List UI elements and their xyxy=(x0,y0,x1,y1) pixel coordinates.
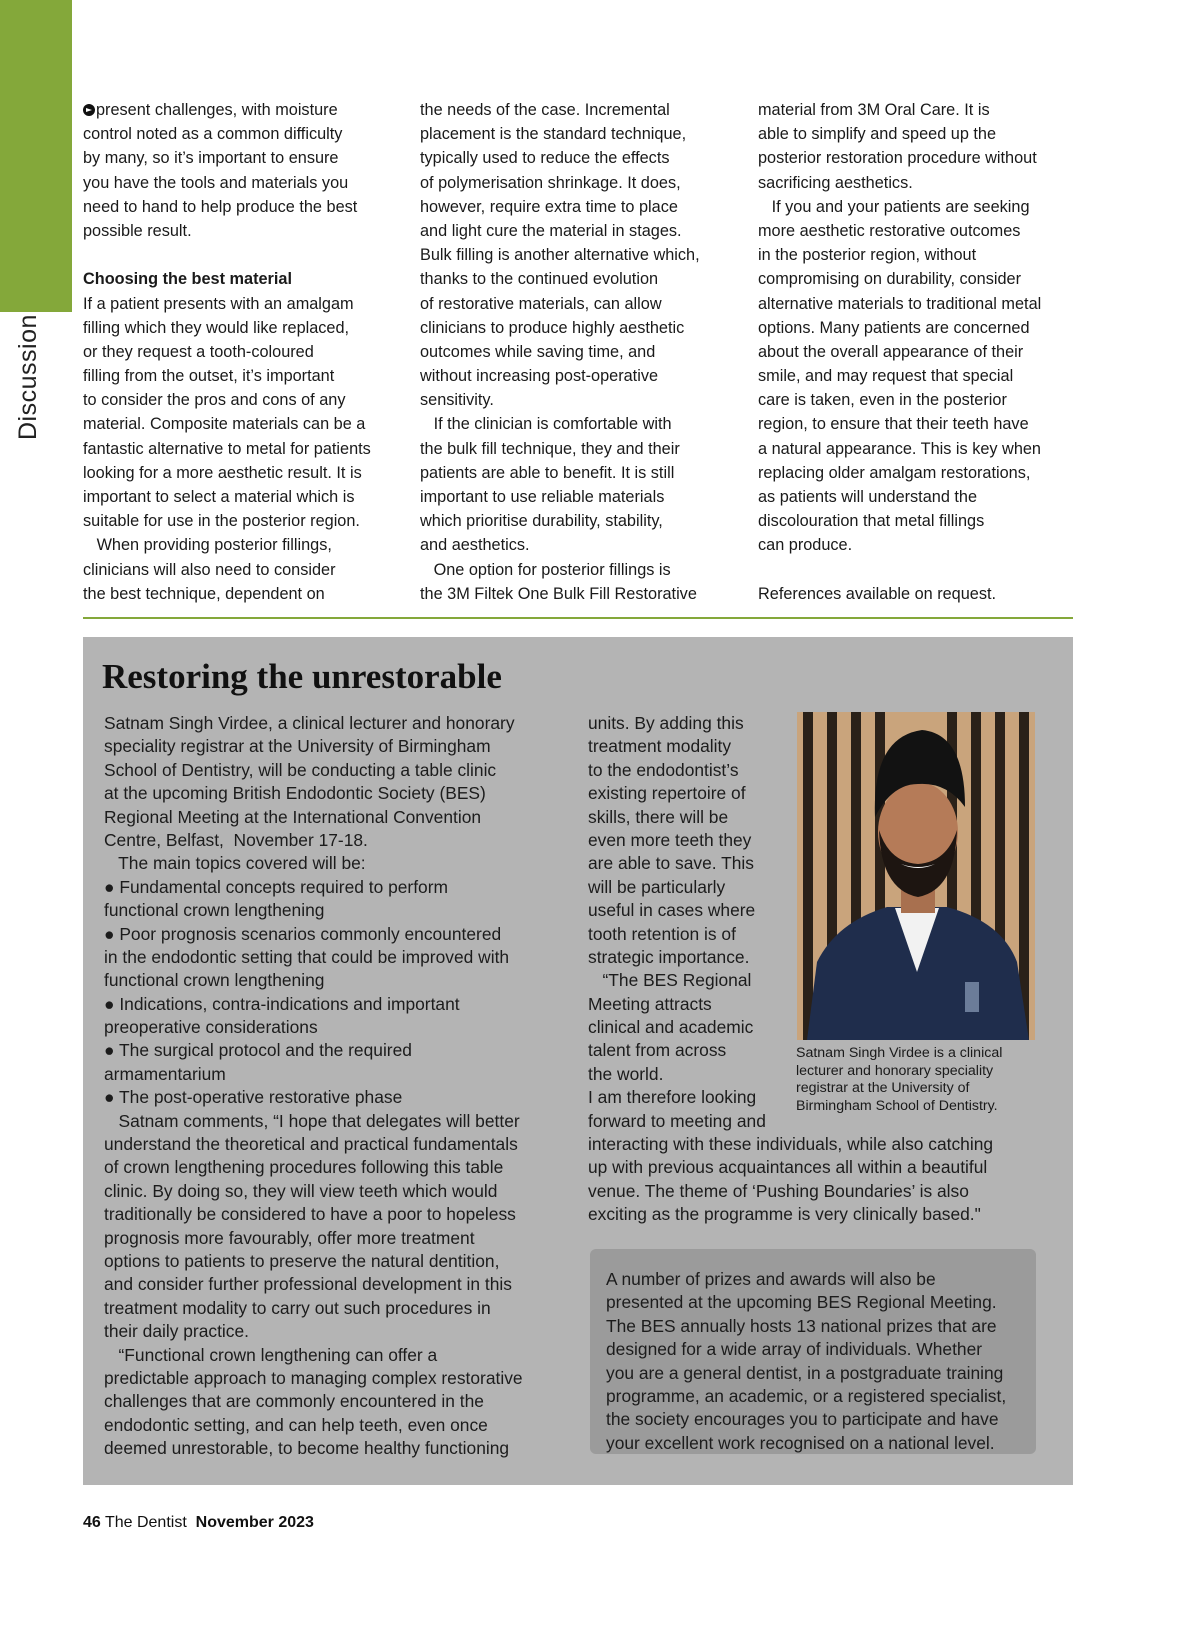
text-line: venue. The theme of ‘Pushing Boundaries’ is also xyxy=(588,1180,969,1201)
text-line: replacing older amalgam restorations, xyxy=(758,463,1031,482)
text-line: armamentarium xyxy=(104,1063,226,1084)
text-line: Satnam Singh Virdee, a clinical lecturer and honorary xyxy=(104,713,515,733)
text-line: challenges that are commonly encountered in the xyxy=(104,1391,484,1412)
text-line: endodontic setting, and can help teeth, even once xyxy=(104,1414,488,1435)
text-line: care is taken, even in the posterior xyxy=(758,391,1007,410)
text-line: at the upcoming British Endodontic Society (BES) xyxy=(104,783,486,804)
text-line: need to hand to help produce the best xyxy=(83,197,358,216)
text-line: and aesthetics. xyxy=(420,536,530,555)
text-line: Centre, Belfast, November 17-18. xyxy=(104,829,368,850)
text-line: will be particularly xyxy=(588,876,726,897)
text-line: If you and your patients are seeking xyxy=(758,197,1030,216)
text-line: forward to meeting and xyxy=(588,1110,766,1131)
text-line: or they request a tooth-coloured xyxy=(83,342,314,361)
text-line: preoperative considerations xyxy=(104,1017,318,1038)
text-line: clinic. By doing so, they will view teeth which would xyxy=(104,1180,498,1201)
divider-rule xyxy=(83,617,1073,619)
text-line xyxy=(83,98,371,122)
text-line: fantastic alternative to metal for patients xyxy=(83,439,371,458)
continuation-arrow-icon xyxy=(83,104,95,116)
article-column-3 xyxy=(758,98,1041,606)
article-column-2 xyxy=(420,98,700,606)
text-line: The main topics covered will be: xyxy=(104,853,366,874)
sidebar-title: Restoring the unrestorable xyxy=(102,657,502,696)
text-line: without increasing post-operative xyxy=(420,367,659,386)
text-line: placement is the standard technique, xyxy=(420,125,687,144)
text-line: can produce. xyxy=(758,536,853,555)
text-line: important to use reliable materials xyxy=(420,488,665,506)
text-line: you are a general dentist, in a postgraduate training xyxy=(606,1362,1004,1383)
text-line: possible result. xyxy=(83,221,192,240)
publication-name: The Dentist xyxy=(104,1514,187,1531)
text-line: and light cure the material in stages. xyxy=(420,221,682,240)
text-line: however, require extra time to place xyxy=(420,197,678,216)
portrait-photo xyxy=(797,712,1035,1040)
text-line: patients are able to benefit. It is still xyxy=(420,463,675,482)
text-line: understand the theoretical and practical fundamentals xyxy=(104,1134,518,1155)
text-line: a natural appearance. This is key when xyxy=(758,439,1041,458)
page-number: 46 xyxy=(83,1514,101,1531)
text-line: and consider further professional development in this xyxy=(104,1274,512,1295)
text-line: If a patient presents with an amalgam xyxy=(83,294,354,313)
text-line: The BES annually hosts 13 national prizes that are xyxy=(606,1315,997,1336)
text-span: present challenges, with moisture xyxy=(96,101,338,119)
text-line: region, to ensure that their teeth have xyxy=(758,415,1029,434)
text-line: thanks to the continued evolution xyxy=(420,270,659,289)
text-line: A number of prizes and awards will also be xyxy=(606,1269,936,1289)
text-line: presented at the upcoming BES Regional Meeting. xyxy=(606,1292,997,1313)
photo-caption: Satnam Singh Virdee is a clinical lecturer and honorary speciality registrar at the University of Birmingham School of Dentistry. xyxy=(796,1045,1003,1114)
text-line: more aesthetic restorative outcomes xyxy=(758,221,1021,240)
text-line: One option for posterior fillings is xyxy=(420,560,671,579)
text-line: the bulk fill technique, they and their xyxy=(420,439,680,458)
text-line: strategic importance. xyxy=(588,946,750,967)
text-line: units. By adding this xyxy=(588,713,744,733)
text-line: ● Indications, contra-indications and important xyxy=(104,993,460,1014)
text-line: References available on request. xyxy=(758,584,997,603)
text-line: even more teeth they xyxy=(588,829,752,850)
page-footer xyxy=(83,1514,314,1532)
text-line: up with previous acquaintances all within a beautiful xyxy=(588,1157,988,1178)
text-line: predictable approach to managing complex restorative xyxy=(104,1367,523,1388)
sidebar-left-column xyxy=(104,712,523,1461)
text-line: speciality registrar at the University of Birmingham xyxy=(104,736,491,757)
text-line: ● Poor prognosis scenarios commonly encountered xyxy=(104,923,502,944)
text-line: to consider the pros and cons of any xyxy=(83,391,346,410)
text-line: in the posterior region, without xyxy=(758,246,977,265)
text-line: the 3M Filtek One Bulk Fill Restorative xyxy=(420,584,697,603)
article-column-1 xyxy=(83,98,371,606)
text-line: prognosis more favourably, offer more treatment xyxy=(104,1227,475,1248)
text-line: compromising on durability, consider xyxy=(758,270,1022,289)
text-line: about the overall appearance of their xyxy=(758,342,1024,361)
text-line: ● The post-operative restorative phase xyxy=(104,1087,403,1108)
text-line: deemed unrestorable, to become healthy functioning xyxy=(104,1438,510,1459)
text-line: of crown lengthening procedures following this table xyxy=(104,1157,504,1178)
text-line: able to simplify and speed up the xyxy=(758,125,997,144)
prizes-callout-text xyxy=(606,1268,1006,1455)
text-line: useful in cases where xyxy=(588,900,756,921)
text-line: Regional Meeting at the International Convention xyxy=(104,806,482,827)
text-line: as patients will understand the xyxy=(758,488,978,506)
text-line: “Functional crown lengthening can offer a xyxy=(104,1344,438,1365)
text-line: of polymerisation shrinkage. It does, xyxy=(420,173,681,192)
text-line: in the endodontic setting that could be improved with xyxy=(104,946,510,967)
text-line xyxy=(758,558,1041,582)
text-line: which prioritise durability, stability, xyxy=(420,512,663,531)
text-line: designed for a wide array of individuals. Whether xyxy=(606,1339,983,1360)
text-line: When providing posterior fillings, xyxy=(83,536,332,555)
text-line: existing repertoire of xyxy=(588,783,746,804)
text-line: options. Many patients are concerned xyxy=(758,318,1030,337)
text-line: to the endodontist’s xyxy=(588,759,739,780)
text-line: material. Composite materials can be a xyxy=(83,415,366,434)
text-line: alternative materials to traditional metal xyxy=(758,294,1042,313)
text-line: skills, there will be xyxy=(588,806,729,827)
text-line: looking for a more aesthetic result. It is xyxy=(83,463,362,482)
text-line: important to select a material which is xyxy=(83,488,355,506)
text-line: functional crown lengthening xyxy=(104,900,325,921)
text-line: I am therefore looking xyxy=(588,1087,757,1108)
text-line: exciting as the programme is very clinically based." xyxy=(588,1204,981,1225)
text-line: your excellent work recognised on a national level. xyxy=(606,1432,995,1453)
text-line: clinicians to produce highly aesthetic xyxy=(420,318,685,337)
text-line: by many, so it’s important to ensure xyxy=(83,149,339,168)
text-line: the needs of the case. Incremental xyxy=(420,101,670,119)
text-line: options to patients to preserve the natural dentition, xyxy=(104,1250,500,1271)
text-line: School of Dentistry, will be conducting a table clinic xyxy=(104,759,497,780)
text-line: treatment modality to carry out such procedures in xyxy=(104,1297,491,1318)
text-line: ● The surgical protocol and the required xyxy=(104,1040,412,1061)
text-line: functional crown lengthening xyxy=(104,970,325,991)
text-line: If the clinician is comfortable with xyxy=(420,415,672,434)
text-line: outcomes while saving time, and xyxy=(420,342,656,361)
sidebar-box xyxy=(83,637,1073,1485)
issue-date: November 2023 xyxy=(195,1514,314,1531)
text-line: typically used to reduce the effects xyxy=(420,149,670,168)
text-line: discolouration that metal fillings xyxy=(758,512,985,531)
section-heading: Choosing the best material xyxy=(83,270,292,289)
text-line xyxy=(83,243,371,267)
text-line: the world. xyxy=(588,1063,664,1084)
text-line: Bulk filling is another alternative which, xyxy=(420,246,700,265)
text-line: filling which they would like replaced, xyxy=(83,318,350,337)
text-line: the society encourages you to participate and have xyxy=(606,1409,999,1430)
text-line: control noted as a common difficulty xyxy=(83,125,343,144)
text-line: sacrificing aesthetics. xyxy=(758,173,913,192)
text-line: interacting with these individuals, while also catching xyxy=(588,1134,994,1155)
section-color-bar xyxy=(0,0,72,312)
text-line: of restorative materials, can allow xyxy=(420,294,662,313)
text-line: you have the tools and materials you xyxy=(83,173,349,192)
text-line: talent from across xyxy=(588,1040,727,1061)
text-line: tooth retention is of xyxy=(588,923,736,944)
prizes-callout-box xyxy=(590,1249,1036,1454)
text-line: treatment modality xyxy=(588,736,732,757)
text-line: Satnam comments, “I hope that delegates will better xyxy=(104,1110,520,1131)
text-line: sensitivity. xyxy=(420,391,494,410)
text-line: material from 3M Oral Care. It is xyxy=(758,101,990,119)
text-line: filling from the outset, it’s important xyxy=(83,367,335,386)
text-line: “The BES Regional xyxy=(588,970,752,991)
text-line: their daily practice. xyxy=(104,1321,249,1342)
text-line: posterior restoration procedure without xyxy=(758,149,1037,168)
text-line: programme, an academic, or a registered specialist, xyxy=(606,1385,1007,1406)
text-line: Meeting attracts xyxy=(588,993,712,1014)
text-line: smile, and may request that special xyxy=(758,367,1014,386)
text-line: the best technique, dependent on xyxy=(83,584,325,603)
text-line: suitable for use in the posterior region. xyxy=(83,512,360,531)
text-line: ● Fundamental concepts required to perform xyxy=(104,876,449,897)
text-line: traditionally be considered to have a poor to hopeless xyxy=(104,1204,516,1225)
section-label: Discussion xyxy=(14,314,42,440)
text-line: clinical and academic xyxy=(588,1017,754,1038)
text-line: clinicians will also need to consider xyxy=(83,560,336,579)
text-line: are able to save. This xyxy=(588,853,754,874)
